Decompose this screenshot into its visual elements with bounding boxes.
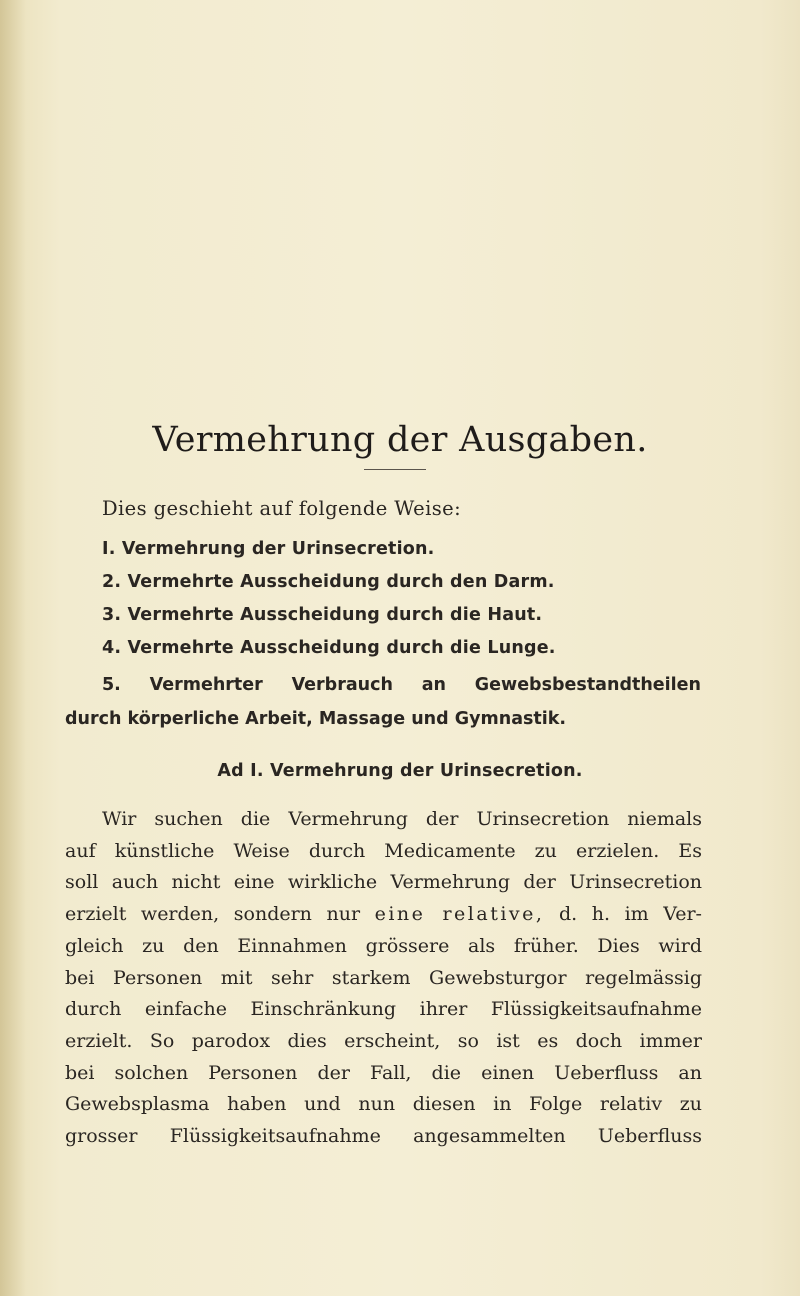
list-item: 2. Vermehrte Ausscheidung durch den Darm.: [102, 572, 555, 592]
list-item-5-line-1: 5. Vermehrter Verbrauch an Gewebsbestandtheilen: [102, 675, 701, 695]
paragraph-line: durch einfache Einschränkung ihrer Flüssigkeitsaufnahme: [65, 998, 702, 1021]
emphasized-phrase: eine relative,: [374, 903, 545, 926]
section-subheading: Ad I. Vermehrung der Urinsecretion.: [217, 761, 583, 781]
paragraph-line: Wir suchen die Vermehrung der Urinsecretion niemals: [102, 808, 702, 830]
body-paragraph: [65, 804, 702, 1153]
paragraph-line: erzielt. So parodox dies erscheint, so ist es doch immer: [65, 1029, 702, 1052]
paragraph-line: soll auch nicht eine wirkliche Vermehrung der Urinsecretion: [65, 871, 702, 894]
chapter-title: Vermehrung der Ausgaben.: [152, 420, 648, 460]
paragraph-fragment: erzielt werden, sondern nur: [65, 903, 361, 926]
paragraph-line: Gewebsplasma haben und nun diesen in Folge relativ zu: [65, 1093, 702, 1116]
paragraph-line: [65, 899, 702, 931]
intro-line: Dies geschieht auf folgende Weise:: [102, 497, 462, 520]
paragraph-line: grosser Flüssigkeitsaufnahme angesammelten Ueberfluss: [65, 1125, 702, 1148]
list-item: I. Vermehrung der Urinsecretion.: [102, 539, 435, 559]
paragraph-line: bei Personen mit sehr starkem Gewebsturgor regelmässig: [65, 966, 702, 989]
paragraph-line: bei solchen Personen der Fall, die einen Ueberfluss an: [65, 1061, 702, 1084]
paragraph-fragment: d. h. im Ver-: [559, 903, 702, 926]
list-item: 3. Vermehrte Ausscheidung durch die Haut.: [102, 605, 543, 625]
paragraph-line: gleich zu den Einnahmen grössere als früher. Dies wird: [65, 934, 702, 957]
page-edge-shadow: [0, 0, 26, 1296]
list-item-5-line-2: durch körperliche Arbeit, Massage und Gymnastik.: [65, 709, 567, 729]
list-item-5: [65, 668, 701, 736]
list-item: 4. Vermehrte Ausscheidung durch die Lunge.: [102, 638, 556, 658]
title-divider: [364, 469, 426, 470]
paragraph-line: auf künstliche Weise durch Medicamente zu erzielen. Es: [65, 839, 702, 862]
